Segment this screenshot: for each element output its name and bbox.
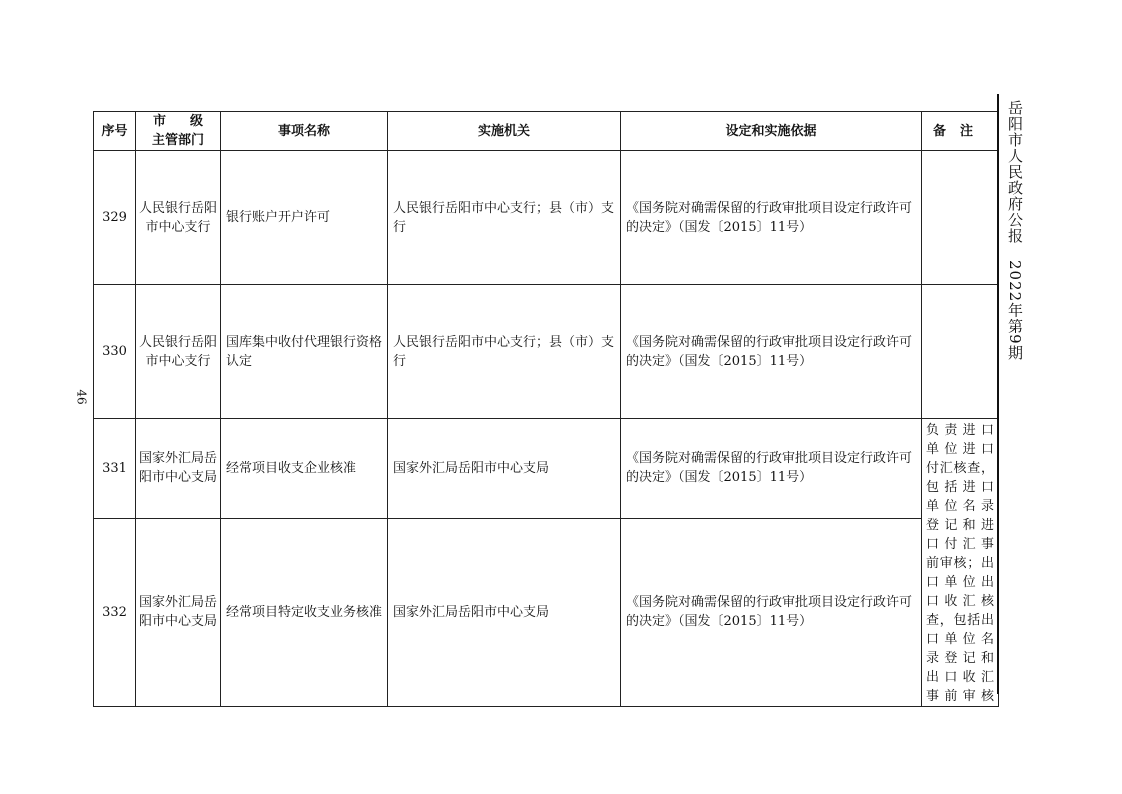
page-number: 46 bbox=[74, 389, 89, 405]
remark-line: 口付汇事 bbox=[926, 537, 994, 552]
table-row bbox=[94, 285, 999, 419]
row-agency: 国家外汇局岳阳市中心支局 bbox=[388, 419, 621, 519]
row-basis: 《国务院对确需保留的行政审批项目设定行政许可的决定》（国发〔2015〕11号） bbox=[621, 285, 922, 419]
header-dept-line2: 主管部门 bbox=[151, 133, 204, 148]
row-seq: 330 bbox=[94, 285, 136, 419]
remark-line: 单位进口 bbox=[926, 442, 994, 457]
row-agency: 国家外汇局岳阳市中心支局 bbox=[388, 518, 621, 706]
row-agency: 人民银行岳阳市中心支行；县（市）支行 bbox=[388, 285, 621, 419]
row-remark-merged bbox=[922, 419, 999, 707]
row-dept: 人民银行岳阳市中心支行 bbox=[136, 285, 221, 419]
row-seq: 331 bbox=[94, 419, 136, 519]
row-item: 经常项目收支企业核准 bbox=[221, 419, 388, 519]
row-agency: 人民银行岳阳市中心支行；县（市）支行 bbox=[388, 151, 621, 285]
remark-line: 事前审核 bbox=[926, 689, 994, 704]
row-dept: 国家外汇局岳阳市中心支局 bbox=[136, 518, 221, 706]
header-item-name: 事项名称 bbox=[221, 112, 388, 151]
header-note: 备注 bbox=[922, 112, 999, 151]
row-remark bbox=[922, 151, 999, 285]
row-item: 经常项目特定收支业务核准 bbox=[221, 518, 388, 706]
header-dept-char-2: 级 bbox=[189, 114, 203, 129]
header-seq: 序号 bbox=[94, 112, 136, 151]
remark-line: 口单位出 bbox=[926, 575, 994, 590]
remark-line: 负责进口 bbox=[926, 423, 994, 438]
header-dept-char-1: 市 bbox=[153, 114, 167, 129]
remark-line: 口单位名 bbox=[926, 632, 994, 647]
row-basis: 《国务院对确需保留的行政审批项目设定行政许可的决定》（国发〔2015〕11号） bbox=[621, 151, 922, 285]
margin-rule bbox=[997, 94, 999, 694]
row-remark bbox=[922, 285, 999, 419]
remark-line: 前审核；出 bbox=[926, 556, 994, 571]
journal-side-title: 岳阳市人民政府公报 2022年第9期 bbox=[1006, 100, 1024, 361]
header-dept bbox=[136, 112, 221, 151]
row-basis: 《国务院对确需保留的行政审批项目设定行政许可的决定》（国发〔2015〕11号） bbox=[621, 518, 922, 706]
remark-line: 登记和进 bbox=[926, 518, 994, 533]
table-row bbox=[94, 518, 999, 706]
row-seq: 332 bbox=[94, 518, 136, 706]
remark-line: 口收汇核 bbox=[926, 594, 994, 609]
table-header-row bbox=[94, 112, 999, 151]
row-dept: 国家外汇局岳阳市中心支局 bbox=[136, 419, 221, 519]
remark-line: 付汇核查， bbox=[926, 461, 994, 476]
row-item: 国库集中收付代理银行资格认定 bbox=[221, 285, 388, 419]
row-dept: 人民银行岳阳市中心支行 bbox=[136, 151, 221, 285]
remark-line: 查，包括出 bbox=[926, 613, 994, 628]
remark-line: 包括进口 bbox=[926, 480, 994, 495]
row-seq: 329 bbox=[94, 151, 136, 285]
remark-line: 录登记和 bbox=[926, 651, 994, 666]
remark-line: 单位名录 bbox=[926, 499, 994, 514]
remark-line: 出口收汇 bbox=[926, 670, 994, 685]
table-row bbox=[94, 419, 999, 519]
approval-items-table bbox=[93, 111, 999, 707]
row-basis: 《国务院对确需保留的行政审批项目设定行政许可的决定》（国发〔2015〕11号） bbox=[621, 419, 922, 519]
header-agency: 实施机关 bbox=[388, 112, 621, 151]
header-basis: 设定和实施依据 bbox=[621, 112, 922, 151]
row-item: 银行账户开户许可 bbox=[221, 151, 388, 285]
table-row bbox=[94, 151, 999, 285]
